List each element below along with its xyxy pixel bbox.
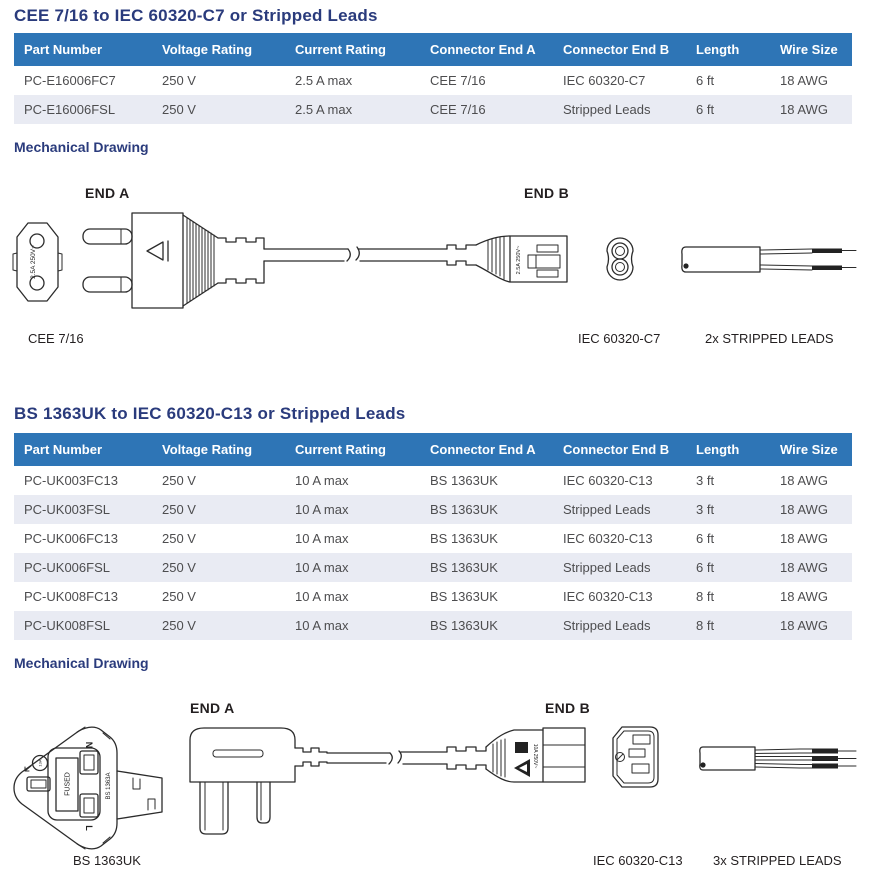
cell-end-a: BS 1363UK xyxy=(420,466,553,495)
cell-length: 3 ft xyxy=(686,466,770,495)
cell-end-a: BS 1363UK xyxy=(420,495,553,524)
col-header-voltage: Voltage Rating xyxy=(152,33,285,66)
stripped-leads-2x-drawing xyxy=(682,247,856,272)
cell-part-number: PC-E16006FSL xyxy=(14,95,152,124)
cell-end-a: CEE 7/16 xyxy=(420,66,553,95)
cell-length: 6 ft xyxy=(686,553,770,582)
cell-voltage: 250 V xyxy=(152,495,285,524)
end-b-label: END B xyxy=(545,700,591,716)
c7-face-drawing xyxy=(607,238,633,280)
bs1363-face-drawing xyxy=(14,727,162,849)
c13-rating-label: 10A 250V~ xyxy=(532,743,538,769)
table-row xyxy=(14,95,852,124)
col-header-end-a: Connector End A xyxy=(420,33,553,66)
cell-end-b: Stripped Leads xyxy=(553,495,686,524)
table-header-row xyxy=(14,33,852,66)
cell-current: 10 A max xyxy=(285,524,420,553)
cell-length: 8 ft xyxy=(686,611,770,640)
cell-current: 10 A max xyxy=(285,611,420,640)
c13-face-drawing xyxy=(613,727,658,787)
cell-voltage: 250 V xyxy=(152,66,285,95)
table-row xyxy=(14,495,852,524)
cell-wire-size: 18 AWG xyxy=(770,611,852,640)
table-header-row xyxy=(14,433,852,466)
neutral-label: N xyxy=(84,741,94,749)
europlug-side-drawing xyxy=(83,213,359,308)
stripped-leads-3x-caption: 3x STRIPPED LEADS xyxy=(713,853,842,868)
cell-end-b: IEC 60320-C13 xyxy=(553,524,686,553)
table-row xyxy=(14,524,852,553)
cell-current: 10 A max xyxy=(285,495,420,524)
cell-part-number: PC-UK008FC13 xyxy=(14,582,152,611)
c7-rating-label: 2.5A 250V~ xyxy=(516,245,522,275)
col-header-end-b: Connector End B xyxy=(553,33,686,66)
col-header-length: Length xyxy=(686,33,770,66)
fused-label: FUSED xyxy=(64,772,72,796)
col-header-current: Current Rating xyxy=(285,33,420,66)
cell-part-number: PC-UK006FSL xyxy=(14,553,152,582)
cell-end-a: BS 1363UK xyxy=(420,553,553,582)
cell-voltage: 250 V xyxy=(152,95,285,124)
col-header-current: Current Rating xyxy=(285,433,420,466)
cell-wire-size: 18 AWG xyxy=(770,66,852,95)
cell-voltage: 250 V xyxy=(152,582,285,611)
cell-wire-size: 18 AWG xyxy=(770,582,852,611)
cell-end-b: Stripped Leads xyxy=(553,611,686,640)
section1-title: CEE 7/16 to IEC 60320-C7 or Stripped Leads xyxy=(14,6,378,25)
cell-current: 10 A max xyxy=(285,582,420,611)
cell-current: 10 A max xyxy=(285,553,420,582)
cell-end-b: IEC 60320-C7 xyxy=(553,66,686,95)
standard-label: BS 1363A xyxy=(106,772,112,800)
table-row xyxy=(14,466,852,495)
col-header-wire-size: Wire Size xyxy=(770,33,852,66)
table-row xyxy=(14,582,852,611)
col-header-wire-size: Wire Size xyxy=(770,433,852,466)
stripped-leads-2x-caption: 2x STRIPPED LEADS xyxy=(705,331,834,346)
cee716-face-drawing xyxy=(13,223,62,301)
end-a-label: END A xyxy=(190,700,235,716)
bs1363-to-c13-drawing xyxy=(0,720,873,860)
cell-end-a: BS 1363UK xyxy=(420,582,553,611)
c13-caption: IEC 60320-C13 xyxy=(593,853,683,868)
end-a-label: END A xyxy=(85,185,130,201)
live-label: L xyxy=(84,825,94,831)
cell-end-b: IEC 60320-C13 xyxy=(553,466,686,495)
cell-length: 6 ft xyxy=(686,66,770,95)
cell-wire-size: 18 AWG xyxy=(770,95,852,124)
cell-end-b: IEC 60320-C13 xyxy=(553,582,686,611)
cell-length: 3 ft xyxy=(686,495,770,524)
cell-end-b: Stripped Leads xyxy=(553,95,686,124)
section2-title: BS 1363UK to IEC 60320-C13 or Stripped Leads xyxy=(14,404,406,423)
cell-end-a: BS 1363UK xyxy=(420,611,553,640)
cell-wire-size: 18 AWG xyxy=(770,524,852,553)
cell-length: 6 ft xyxy=(686,524,770,553)
c13-side-drawing xyxy=(401,728,585,782)
section1-spec-table xyxy=(14,33,852,124)
bs1363-caption: BS 1363UK xyxy=(73,853,141,868)
cell-part-number: PC-UK003FSL xyxy=(14,495,152,524)
cell-length: 6 ft xyxy=(686,95,770,124)
bs1363-side-drawing xyxy=(190,728,401,834)
cell-wire-size: 18 AWG xyxy=(770,466,852,495)
cell-part-number: PC-UK006FC13 xyxy=(14,524,152,553)
section1-mechanical-drawing-heading: Mechanical Drawing xyxy=(14,139,149,155)
end-b-label: END B xyxy=(524,185,570,201)
stripped-leads-3x-drawing xyxy=(700,747,856,770)
cell-part-number: PC-UK003FC13 xyxy=(14,466,152,495)
c7-side-drawing xyxy=(358,236,567,282)
cell-part-number: PC-UK008FSL xyxy=(14,611,152,640)
cell-current: 2.5 A max xyxy=(285,66,420,95)
cell-wire-size: 18 AWG xyxy=(770,553,852,582)
col-header-length: Length xyxy=(686,433,770,466)
col-header-part-number: Part Number xyxy=(14,433,152,466)
cell-voltage: 250 V xyxy=(152,611,285,640)
section2-spec-table xyxy=(14,433,852,640)
c7-caption: IEC 60320-C7 xyxy=(578,331,661,346)
table-row xyxy=(14,611,852,640)
cell-voltage: 250 V xyxy=(152,466,285,495)
cee716-to-c7-drawing xyxy=(0,203,873,325)
col-header-end-b: Connector End B xyxy=(553,433,686,466)
cell-voltage: 250 V xyxy=(152,553,285,582)
cell-length: 8 ft xyxy=(686,582,770,611)
cell-end-a: CEE 7/16 xyxy=(420,95,553,124)
section2-mechanical-drawing-figure xyxy=(0,695,873,874)
cell-wire-size: 18 AWG xyxy=(770,495,852,524)
table-row xyxy=(14,66,852,95)
col-header-end-a: Connector End A xyxy=(420,433,553,466)
section2-mechanical-drawing-heading: Mechanical Drawing xyxy=(14,655,149,671)
cell-current: 2.5 A max xyxy=(285,95,420,124)
cell-current: 10 A max xyxy=(285,466,420,495)
cell-voltage: 250 V xyxy=(152,524,285,553)
cell-end-b: Stripped Leads xyxy=(553,553,686,582)
cell-part-number: PC-E16006FC7 xyxy=(14,66,152,95)
col-header-part-number: Part Number xyxy=(14,33,152,66)
fuse-rating-label: 13A xyxy=(37,759,43,767)
table-row xyxy=(14,553,852,582)
col-header-voltage: Voltage Rating xyxy=(152,433,285,466)
section1-mechanical-drawing-figure xyxy=(0,183,873,355)
cee716-rating-label: 2.5A 250V~ xyxy=(30,245,37,279)
cell-end-a: BS 1363UK xyxy=(420,524,553,553)
cee716-caption: CEE 7/16 xyxy=(28,331,84,346)
